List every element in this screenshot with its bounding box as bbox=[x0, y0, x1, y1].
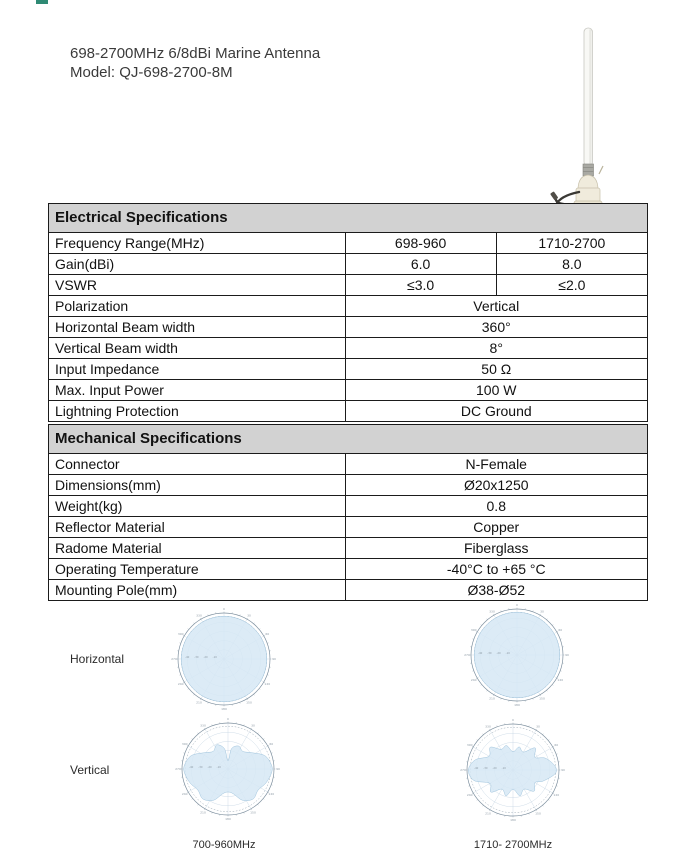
spec-value-cell: 360° bbox=[345, 317, 648, 338]
svg-text:120: 120 bbox=[553, 793, 560, 797]
svg-text:90: 90 bbox=[272, 657, 276, 661]
svg-text:60: 60 bbox=[558, 628, 563, 632]
spec-label-cell: Input Impedance bbox=[49, 359, 346, 380]
svg-text:180: 180 bbox=[221, 707, 227, 711]
svg-text:330: 330 bbox=[485, 724, 491, 729]
spec-label-cell: Frequency Range(MHz) bbox=[49, 233, 346, 254]
svg-text:-30: -30 bbox=[487, 652, 492, 656]
svg-text:-20: -20 bbox=[203, 656, 208, 660]
svg-text:-10: -10 bbox=[216, 766, 221, 770]
mechanical-specifications-table bbox=[48, 424, 648, 601]
spec-value-cell: 1710-2700 bbox=[496, 233, 647, 254]
svg-text:270: 270 bbox=[171, 657, 177, 661]
spec-label-cell: Mounting Pole(mm) bbox=[49, 580, 346, 601]
svg-text:240: 240 bbox=[181, 792, 188, 796]
svg-text:210: 210 bbox=[200, 810, 206, 815]
svg-text:90: 90 bbox=[565, 653, 569, 657]
svg-text:150: 150 bbox=[250, 810, 256, 815]
table-row bbox=[49, 380, 648, 401]
electrical-specifications-table bbox=[48, 203, 648, 422]
svg-text:90: 90 bbox=[561, 768, 565, 772]
spec-value-cell: Copper bbox=[345, 517, 648, 538]
table-row bbox=[49, 275, 648, 296]
svg-text:-10: -10 bbox=[501, 767, 506, 771]
svg-text:30: 30 bbox=[540, 609, 544, 614]
svg-text:210: 210 bbox=[196, 700, 202, 705]
svg-text:30: 30 bbox=[251, 723, 255, 728]
svg-text:-20: -20 bbox=[496, 652, 501, 656]
svg-text:150: 150 bbox=[535, 811, 541, 816]
spec-value-cell: Ø38-Ø52 bbox=[345, 580, 648, 601]
spec-value-cell: 0.8 bbox=[345, 496, 648, 517]
svg-text:-30: -30 bbox=[194, 656, 199, 660]
svg-text:-40: -40 bbox=[189, 766, 194, 770]
spec-value-cell: 100 W bbox=[345, 380, 648, 401]
svg-text:-10: -10 bbox=[212, 656, 217, 660]
svg-text:330: 330 bbox=[196, 613, 202, 618]
table-row bbox=[49, 580, 648, 601]
svg-text:300: 300 bbox=[466, 743, 473, 747]
svg-text:0: 0 bbox=[223, 607, 225, 611]
svg-text:240: 240 bbox=[470, 678, 477, 682]
svg-text:300: 300 bbox=[470, 628, 477, 632]
spec-label-cell: Lightning Protection bbox=[49, 401, 346, 422]
product-title: 698-2700MHz 6/8dBi Marine Antenna bbox=[70, 45, 321, 62]
spec-label-cell: Dimensions(mm) bbox=[49, 475, 346, 496]
polar-chart-vertical-high-band bbox=[458, 715, 568, 825]
table-row bbox=[49, 496, 648, 517]
antenna-connector-section bbox=[583, 164, 594, 176]
svg-text:180: 180 bbox=[225, 817, 231, 821]
svg-text:300: 300 bbox=[177, 632, 184, 636]
svg-text:-10: -10 bbox=[505, 652, 510, 656]
spec-label-cell: Weight(kg) bbox=[49, 496, 346, 517]
svg-text:240: 240 bbox=[177, 682, 184, 686]
spec-label-cell: Vertical Beam width bbox=[49, 338, 346, 359]
svg-text:0: 0 bbox=[516, 603, 518, 607]
table-row bbox=[49, 475, 648, 496]
spec-value-cell: ≤2.0 bbox=[496, 275, 647, 296]
table-row bbox=[49, 538, 648, 559]
svg-text:210: 210 bbox=[489, 696, 495, 701]
svg-text:180: 180 bbox=[510, 818, 516, 822]
table-row bbox=[49, 517, 648, 538]
table-row bbox=[49, 359, 648, 380]
spec-label-cell: Polarization bbox=[49, 296, 346, 317]
svg-text:270: 270 bbox=[175, 767, 181, 771]
svg-text:150: 150 bbox=[539, 696, 545, 701]
antenna-product-image bbox=[545, 22, 655, 207]
spec-label-cell: Connector bbox=[49, 454, 346, 475]
table-section-header bbox=[49, 204, 648, 233]
spec-label-cell: Operating Temperature bbox=[49, 559, 346, 580]
spec-value-cell: 698-960 bbox=[345, 233, 496, 254]
svg-text:270: 270 bbox=[460, 768, 466, 772]
model-number: Model: QJ-698-2700-8M bbox=[70, 64, 233, 81]
table-row bbox=[49, 254, 648, 275]
table-row bbox=[49, 233, 648, 254]
spec-label-cell: Radome Material bbox=[49, 538, 346, 559]
polar-chart-vertical-low-band bbox=[173, 714, 283, 824]
svg-text:-40: -40 bbox=[474, 767, 479, 771]
spec-label-cell: Horizontal Beam width bbox=[49, 317, 346, 338]
svg-text:60: 60 bbox=[265, 632, 270, 636]
table-row bbox=[49, 296, 648, 317]
svg-text:30: 30 bbox=[247, 613, 251, 618]
svg-text:120: 120 bbox=[557, 678, 564, 682]
svg-text:0: 0 bbox=[227, 717, 229, 721]
table-row bbox=[49, 317, 648, 338]
svg-text:330: 330 bbox=[200, 723, 206, 728]
spec-label-cell: VSWR bbox=[49, 275, 346, 296]
spec-value-cell: ≤3.0 bbox=[345, 275, 496, 296]
spec-value-cell: DC Ground bbox=[345, 401, 648, 422]
svg-text:-40: -40 bbox=[185, 656, 190, 660]
svg-text:-20: -20 bbox=[492, 767, 497, 771]
table-row bbox=[49, 338, 648, 359]
svg-text:30: 30 bbox=[536, 724, 540, 729]
svg-text:300: 300 bbox=[181, 742, 188, 746]
svg-text:270: 270 bbox=[464, 653, 470, 657]
svg-text:330: 330 bbox=[489, 609, 495, 614]
table-section-header bbox=[49, 425, 648, 454]
vertical-pattern-label: Vertical bbox=[70, 763, 110, 777]
svg-text:-40: -40 bbox=[478, 652, 483, 656]
spec-value-cell: 50 Ω bbox=[345, 359, 648, 380]
spec-value-cell: -40°C to +65 °C bbox=[345, 559, 648, 580]
logo-mark bbox=[36, 0, 48, 4]
svg-text:180: 180 bbox=[514, 703, 520, 707]
spec-label-cell: Max. Input Power bbox=[49, 380, 346, 401]
table-row bbox=[49, 401, 648, 422]
antenna-radome bbox=[584, 28, 593, 166]
spec-value-cell: N-Female bbox=[345, 454, 648, 475]
svg-text:210: 210 bbox=[485, 811, 491, 816]
svg-text:240: 240 bbox=[466, 793, 473, 797]
spec-label-cell: Gain(dBi) bbox=[49, 254, 346, 275]
svg-text:150: 150 bbox=[246, 700, 252, 705]
title-block bbox=[70, 44, 320, 82]
spec-value-cell: Ø20x1250 bbox=[345, 475, 648, 496]
svg-text:-30: -30 bbox=[198, 766, 203, 770]
frequency-label-high: 1710- 2700MHz bbox=[473, 839, 553, 851]
spec-value-cell: Vertical bbox=[345, 296, 648, 317]
svg-text:90: 90 bbox=[276, 767, 280, 771]
svg-text:-30: -30 bbox=[483, 767, 488, 771]
mechanical-header-cell: Mechanical Specifications bbox=[49, 425, 648, 454]
svg-text:60: 60 bbox=[554, 743, 559, 747]
spec-label-cell: Reflector Material bbox=[49, 517, 346, 538]
table-row bbox=[49, 559, 648, 580]
spec-value-cell: 6.0 bbox=[345, 254, 496, 275]
frequency-label-low: 700-960MHz bbox=[192, 839, 256, 851]
spec-value-cell: Fiberglass bbox=[345, 538, 648, 559]
spec-value-cell: 8.0 bbox=[496, 254, 647, 275]
spec-value-cell: 8° bbox=[345, 338, 648, 359]
polar-chart-horizontal-low-band bbox=[169, 604, 279, 714]
svg-text:120: 120 bbox=[264, 682, 271, 686]
svg-text:60: 60 bbox=[269, 742, 274, 746]
horizontal-pattern-label: Horizontal bbox=[70, 652, 125, 666]
svg-text:120: 120 bbox=[268, 792, 275, 796]
table-row bbox=[49, 454, 648, 475]
electrical-header-cell: Electrical Specifications bbox=[49, 204, 648, 233]
svg-text:-20: -20 bbox=[207, 766, 212, 770]
polar-chart-horizontal-high-band bbox=[462, 600, 572, 710]
svg-text:0: 0 bbox=[512, 718, 514, 722]
